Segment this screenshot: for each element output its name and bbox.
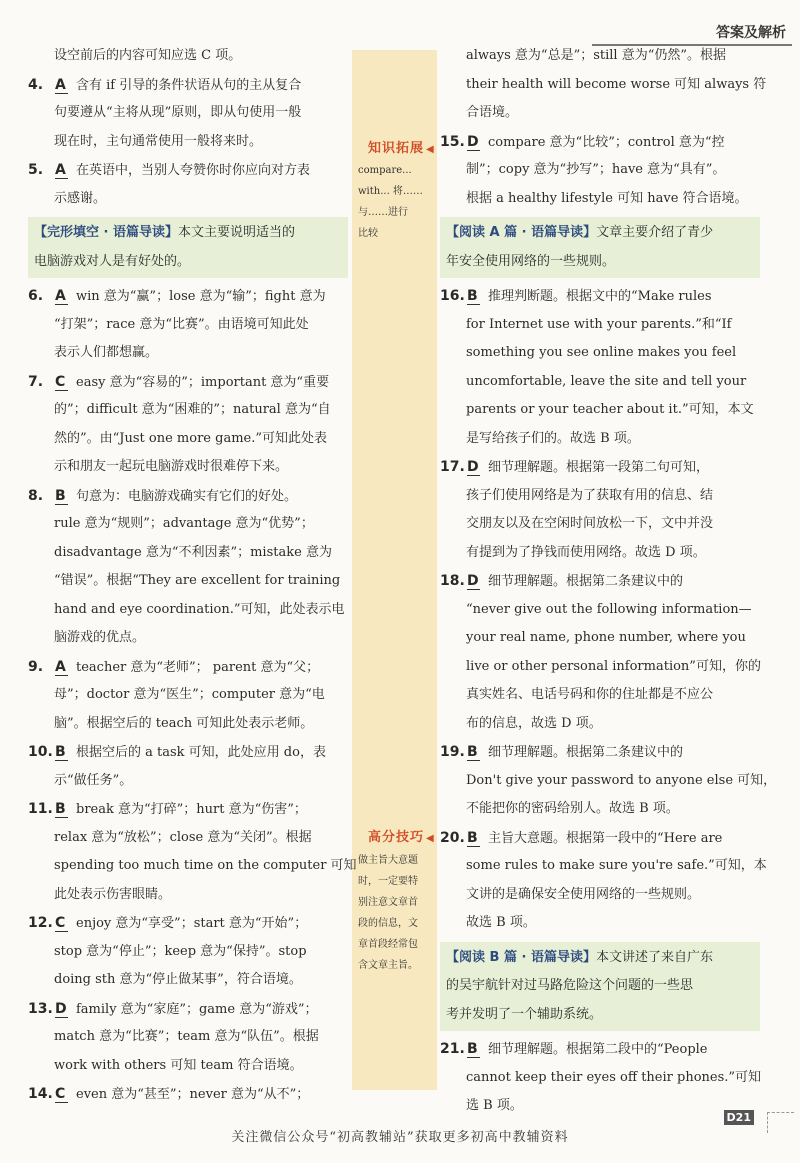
explanation-text: 根据空后的 a task 可知，此处应用 do，表 bbox=[76, 745, 326, 760]
explanation-line: 故选 B 项。 bbox=[466, 915, 536, 930]
question-number: 11. bbox=[28, 801, 53, 817]
guide-tag: 【阅读 A 篇 · 语篇导读】 bbox=[446, 225, 597, 240]
explanation-text: 含有 if 引导的条件状语从句的主从复合 bbox=[76, 77, 302, 93]
reading-guide-box bbox=[28, 217, 348, 278]
explanation-line: uncomfortable, leave the site and tell your bbox=[466, 373, 747, 389]
answer-letter: B bbox=[55, 801, 68, 818]
answer-item bbox=[28, 282, 348, 311]
explanation-line: 示感谢。 bbox=[54, 190, 107, 206]
explanation-line: 制”；copy 意为“抄写”；have 意为“具有”。 bbox=[466, 162, 726, 177]
explanation-line: 孩子们使用网络是为了获取有用的信息、结 bbox=[466, 487, 714, 503]
explanation-line: match 意为“比赛”；team 意为“队伍”。根据 bbox=[54, 1029, 319, 1044]
answer-item bbox=[440, 453, 760, 482]
explanation-text: 细节理解题。根据第二段中的“People bbox=[488, 1042, 708, 1057]
answer-item bbox=[440, 128, 760, 157]
answer-item bbox=[28, 71, 348, 100]
margin-note-tips: 做主旨大意题 时，一定要特 别注意文章首 段的信息，文 章首段经常包 含文章主旨。 bbox=[358, 855, 418, 971]
explanation-line: 然的”。由“Just one more game.”可知此处表 bbox=[54, 430, 327, 446]
answer-letter: B bbox=[55, 744, 68, 761]
header-title: 答案及解析 bbox=[716, 25, 786, 41]
margin-note-label-tips: 高分技巧 ◀ bbox=[368, 830, 435, 845]
answer-item bbox=[28, 482, 348, 511]
guide-line: 电脑游戏对人是有好处的。 bbox=[34, 253, 191, 269]
answer-item bbox=[28, 795, 348, 824]
pointer-triangle-icon: ◀ bbox=[426, 833, 435, 844]
explanation-line: 根据 a healthy lifestyle 可知 have 符合语境。 bbox=[466, 190, 748, 206]
answer-item bbox=[28, 995, 348, 1024]
explanation-text: 细节理解题。根据第二条建议中的 bbox=[488, 574, 684, 589]
left-column bbox=[28, 42, 357, 1109]
answer-letter: A bbox=[55, 162, 68, 179]
explanation-line: 是写给孩子们的。故选 B 项。 bbox=[466, 430, 640, 446]
question-number: 6. bbox=[28, 288, 44, 304]
explanation-text: win 意为“赢”；lose 意为“输”；fight 意为 bbox=[76, 289, 326, 304]
guide-tag: 【完形填空 · 语篇导读】 bbox=[34, 225, 178, 240]
explanation-text: family 意为“家庭”；game 意为“游戏”； bbox=[76, 1001, 318, 1017]
explanation-text: teacher 意为“老师”； parent 意为“父； bbox=[76, 659, 320, 675]
explanation-line: live or other personal information”可知，你的 bbox=[466, 658, 761, 674]
explanation-text: break 意为“打碎”；hurt 意为“伤害”； bbox=[76, 802, 307, 817]
question-number: 7. bbox=[28, 373, 44, 390]
guide-line: 考并发明了一个辅助系统。 bbox=[446, 1006, 603, 1022]
question-number: 20. bbox=[440, 829, 465, 846]
answer-letter: B bbox=[467, 1041, 480, 1058]
explanation-line: 交朋友以及在空闲时间放松一下，文中并没 bbox=[466, 516, 714, 531]
explanation-line: some rules to make sure you're safe.”可知，本 bbox=[466, 858, 767, 873]
explanation-text: 句意为：电脑游戏确实有它们的好处。 bbox=[76, 488, 298, 504]
answer-item bbox=[440, 738, 760, 767]
explanation-line: 文讲的是确保安全使用网络的一些规则。 bbox=[466, 886, 701, 902]
explanation-line: 母”；doctor 意为“医生”；computer 意为“电 bbox=[54, 687, 325, 702]
explanation-line: “打架”；race 意为“比赛”。由语境可知此处 bbox=[54, 316, 309, 332]
question-number: 14. bbox=[28, 1086, 53, 1102]
explanation-line: stop 意为“停止”；keep 意为“保持”。stop bbox=[54, 943, 307, 959]
question-number: 10. bbox=[28, 744, 53, 760]
answer-item bbox=[440, 824, 760, 853]
explanation-text: enjoy 意为“享受”；start 意为“开始”； bbox=[76, 916, 308, 931]
answer-letter: A bbox=[55, 288, 68, 305]
question-number: 21. bbox=[440, 1041, 465, 1057]
explanation-line: 真实姓名、电话号码和你的住址都是不应公 bbox=[466, 687, 714, 702]
guide-text: 文章主要介绍了青少 bbox=[596, 225, 714, 240]
guide-line bbox=[28, 219, 344, 248]
explanation-text: 细节理解题。根据第二条建议中的 bbox=[488, 745, 684, 760]
answer-item bbox=[28, 368, 348, 397]
explanation-line: rule 意为“规则”；advantage 意为“优势”； bbox=[54, 516, 314, 531]
guide-line bbox=[440, 944, 756, 973]
answer-letter: A bbox=[55, 659, 68, 676]
explanation-line: “错误”。根据“They are excellent for training bbox=[54, 573, 341, 588]
answer-item bbox=[28, 909, 348, 938]
explanation-line: 句要遵从“主将从现”原则，即从句使用一般 bbox=[54, 105, 302, 120]
explanation-line: their health will become worse 可知 always 符 bbox=[466, 76, 767, 92]
explanation-line: 设空前后的内容可知应选 C 项。 bbox=[54, 48, 242, 63]
question-number: 17. bbox=[440, 459, 465, 475]
explanation-line: 的”；difficult 意为“困难的”；natural 意为“自 bbox=[54, 402, 331, 417]
question-number: 16. bbox=[440, 288, 465, 304]
right-column bbox=[440, 42, 777, 1121]
question-number: 8. bbox=[28, 487, 44, 504]
answer-letter: D bbox=[467, 459, 479, 475]
answer-letter: D bbox=[467, 133, 479, 150]
explanation-text: 在英语中，当别人夸赞你时你应向对方表 bbox=[76, 163, 311, 178]
explanation-line: 脑游戏的优点。 bbox=[54, 630, 146, 645]
explanation-line: 示和朋友一起玩电脑游戏时很难停下来。 bbox=[54, 459, 289, 474]
footer-note: 关注微信公众号“初高教辅站”获取更多初高中教辅资料 bbox=[231, 1130, 569, 1145]
explanation-text: compare 意为“比较”；control 意为“控 bbox=[488, 134, 725, 150]
explanation-line: something you see online makes you feel bbox=[466, 345, 737, 360]
explanation-line: spending too much time on the computer 可知 bbox=[54, 858, 357, 873]
guide-text: 本文主要说明适当的 bbox=[178, 225, 296, 240]
answer-item bbox=[28, 738, 348, 767]
explanation-text: 细节理解题。根据第一段第二句可知， bbox=[488, 460, 710, 475]
explanation-line: 脑”。根据空后的 teach 可知此处表示老师。 bbox=[54, 715, 314, 731]
answer-letter: B bbox=[467, 830, 480, 847]
answer-letter: B bbox=[467, 288, 480, 305]
answer-letter: D bbox=[467, 573, 479, 589]
explanation-line: relax 意为“放松”；close 意为“关闭”。根据 bbox=[54, 829, 312, 845]
explanation-line: your real name, phone number, where you bbox=[466, 630, 746, 645]
explanation-line: doing sth 意为“停止做某事”，符合语境。 bbox=[54, 972, 302, 987]
explanation-line: disadvantage 意为“不利因素”；mistake 意为 bbox=[54, 544, 332, 560]
reading-guide-box bbox=[440, 942, 760, 1032]
margin-note-label-knowledge: 知识拓展 ◀ bbox=[368, 141, 435, 156]
question-number: 5. bbox=[28, 162, 44, 178]
explanation-line: for Internet use with your parents.”和“If bbox=[466, 316, 732, 332]
answer-letter: B bbox=[55, 488, 68, 505]
answer-letter: B bbox=[467, 744, 480, 761]
answer-item bbox=[440, 567, 760, 596]
guide-line: 年安全使用网络的一些规则。 bbox=[446, 253, 616, 269]
answer-item bbox=[28, 156, 348, 185]
question-number: 18. bbox=[440, 573, 465, 589]
answer-letter: A bbox=[55, 77, 68, 94]
answer-item bbox=[440, 1035, 760, 1064]
pointer-triangle-icon: ◀ bbox=[426, 144, 435, 155]
explanation-text: 推理判断题。根据文中的“Make rules bbox=[488, 289, 712, 304]
explanation-line: cannot keep their eyes off their phones.”可知 bbox=[466, 1069, 762, 1085]
explanation-line: work with others 可知 team 符合语境。 bbox=[54, 1057, 303, 1073]
guide-text: 本文讲述了来自广东 bbox=[595, 949, 713, 965]
explanation-line: always 意为“总是”；still 意为“仍然”。根据 bbox=[466, 48, 727, 63]
reading-guide-box bbox=[440, 217, 760, 278]
explanation-line: 布的信息，故选 D 项。 bbox=[466, 715, 602, 731]
explanation-line: 合语境。 bbox=[466, 105, 519, 120]
explanation-line: 现在时，主句通常使用一般将来时。 bbox=[54, 133, 263, 149]
answer-item bbox=[440, 282, 760, 311]
explanation-line: 选 B 项。 bbox=[466, 1098, 523, 1113]
question-number: 15. bbox=[440, 133, 465, 150]
explanation-line: 示“做任务”。 bbox=[54, 772, 133, 788]
answer-letter: C bbox=[55, 374, 68, 391]
answer-item bbox=[28, 653, 348, 682]
explanation-line: Don't give your password to anyone else 可知， bbox=[466, 772, 777, 788]
question-number: 9. bbox=[28, 658, 44, 675]
guide-tag: 【阅读 B 篇 · 语篇导读】 bbox=[446, 949, 596, 965]
explanation-text: even 意为“甚至”；never 意为“从不”； bbox=[76, 1087, 310, 1102]
question-number: 13. bbox=[28, 1000, 53, 1017]
explanation-line: 表示人们都想赢。 bbox=[54, 345, 159, 360]
explanation-text: 主旨大意题。根据第一段中的“Here are bbox=[488, 830, 723, 846]
answer-letter: C bbox=[55, 1086, 68, 1103]
answer-item bbox=[28, 1080, 348, 1109]
page-number: D21 bbox=[724, 1110, 754, 1125]
explanation-line: 不能把你的密码给别人。故选 B 项。 bbox=[466, 801, 679, 816]
guide-line: 的吴宇航针对过马路危险这个问题的一些思 bbox=[446, 978, 694, 993]
answer-letter: C bbox=[55, 915, 68, 932]
explanation-text: easy 意为“容易的”；important 意为“重要 bbox=[76, 374, 330, 390]
explanation-line: 此处表示伤害眼睛。 bbox=[54, 886, 172, 902]
question-number: 19. bbox=[440, 744, 465, 760]
explanation-line: “never give out the following information— bbox=[466, 601, 752, 617]
question-number: 12. bbox=[28, 915, 53, 931]
explanation-line: parents or your teacher about it.”可知，本文 bbox=[466, 402, 754, 417]
margin-note-knowledge: compare... with... 将…… 与……进行 比较 bbox=[358, 165, 423, 239]
question-number: 4. bbox=[28, 76, 44, 93]
guide-line bbox=[440, 219, 756, 248]
explanation-line: hand and eye coordination.”可知，此处表示电 bbox=[54, 601, 345, 617]
explanation-line: 有提到为了挣钱而使用网络。故选 D 项。 bbox=[466, 544, 706, 560]
answer-letter: D bbox=[55, 1000, 67, 1017]
